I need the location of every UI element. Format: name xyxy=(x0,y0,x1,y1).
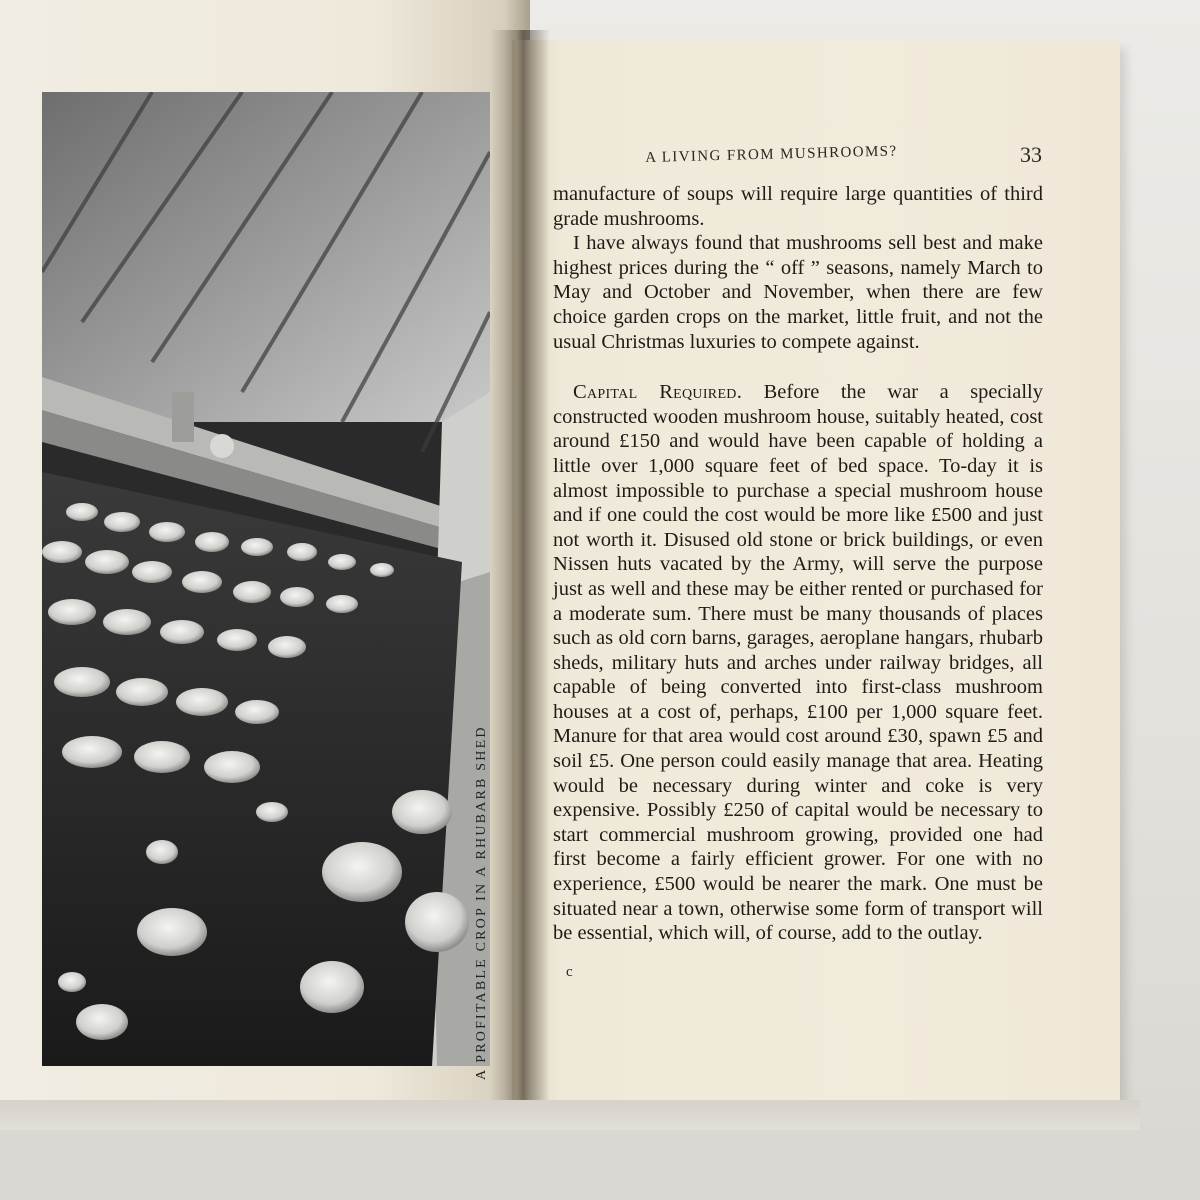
page-number: 33 xyxy=(1020,142,1042,167)
photo-caption: A PROFITABLE CROP IN A RHUBARB SHED xyxy=(474,725,489,1080)
book-spine xyxy=(490,30,550,1120)
page-edges xyxy=(0,1100,1140,1130)
page-body-text xyxy=(553,182,1043,946)
paragraph-3-text: Before the war a specially constructed wooden mushroom house, suitably heated, cost around £150 and would have been capable of holding a little over 1,000 square feet of bed space. To-day it is almost impossible to purchase a special mushroom house and if one could the cost would be more like £500 and just not worth it. Disused old stone or brick buildings, or even Nissen huts vacated by the Army, will serve the purpose just as well and these may be either rented or purchased for a moderate sum. There must be many thousands of places such as old corn barns, garages, aeroplane hangars, rhubarb sheds, military huts and arches under railway bridges, all capable of being converted into first-class mushroom houses at a cost of, perhaps, £100 per 1,000 square feet. Manure for that area would cost around £30, spawn £5 and soil £5. One person could easily manage that area. Heating would be necessary during winter and coke is very expensive. Possibly £250 of capital would be necessary to start commercial mushroom growing, provided one had first become a fairly efficient grower. For one with no experience, £500 would be nearer the mark. One must be situated near a town, otherwise some form of transport will be essential, which will, of course, add to the outlay. xyxy=(553,381,1043,945)
mushroom-shed-photo xyxy=(42,92,490,1066)
paragraph-2: I have always found that mushrooms sell best and make highest prices during the “ off ” seasons, namely March to May and October and November, when there are few choice garden crops on the market, little fruit, and not the usual Christmas luxuries to compete against. xyxy=(553,232,1043,353)
running-head: A LIVING FROM MUSHROOMS? xyxy=(645,143,898,166)
section-heading-capital-required: Capital Required. xyxy=(573,381,743,404)
paragraph-1: manufacture of soups will require large quantities of third grade mushrooms. xyxy=(553,183,1043,230)
signature-mark: c xyxy=(566,964,573,980)
paragraph-3 xyxy=(553,380,1043,946)
